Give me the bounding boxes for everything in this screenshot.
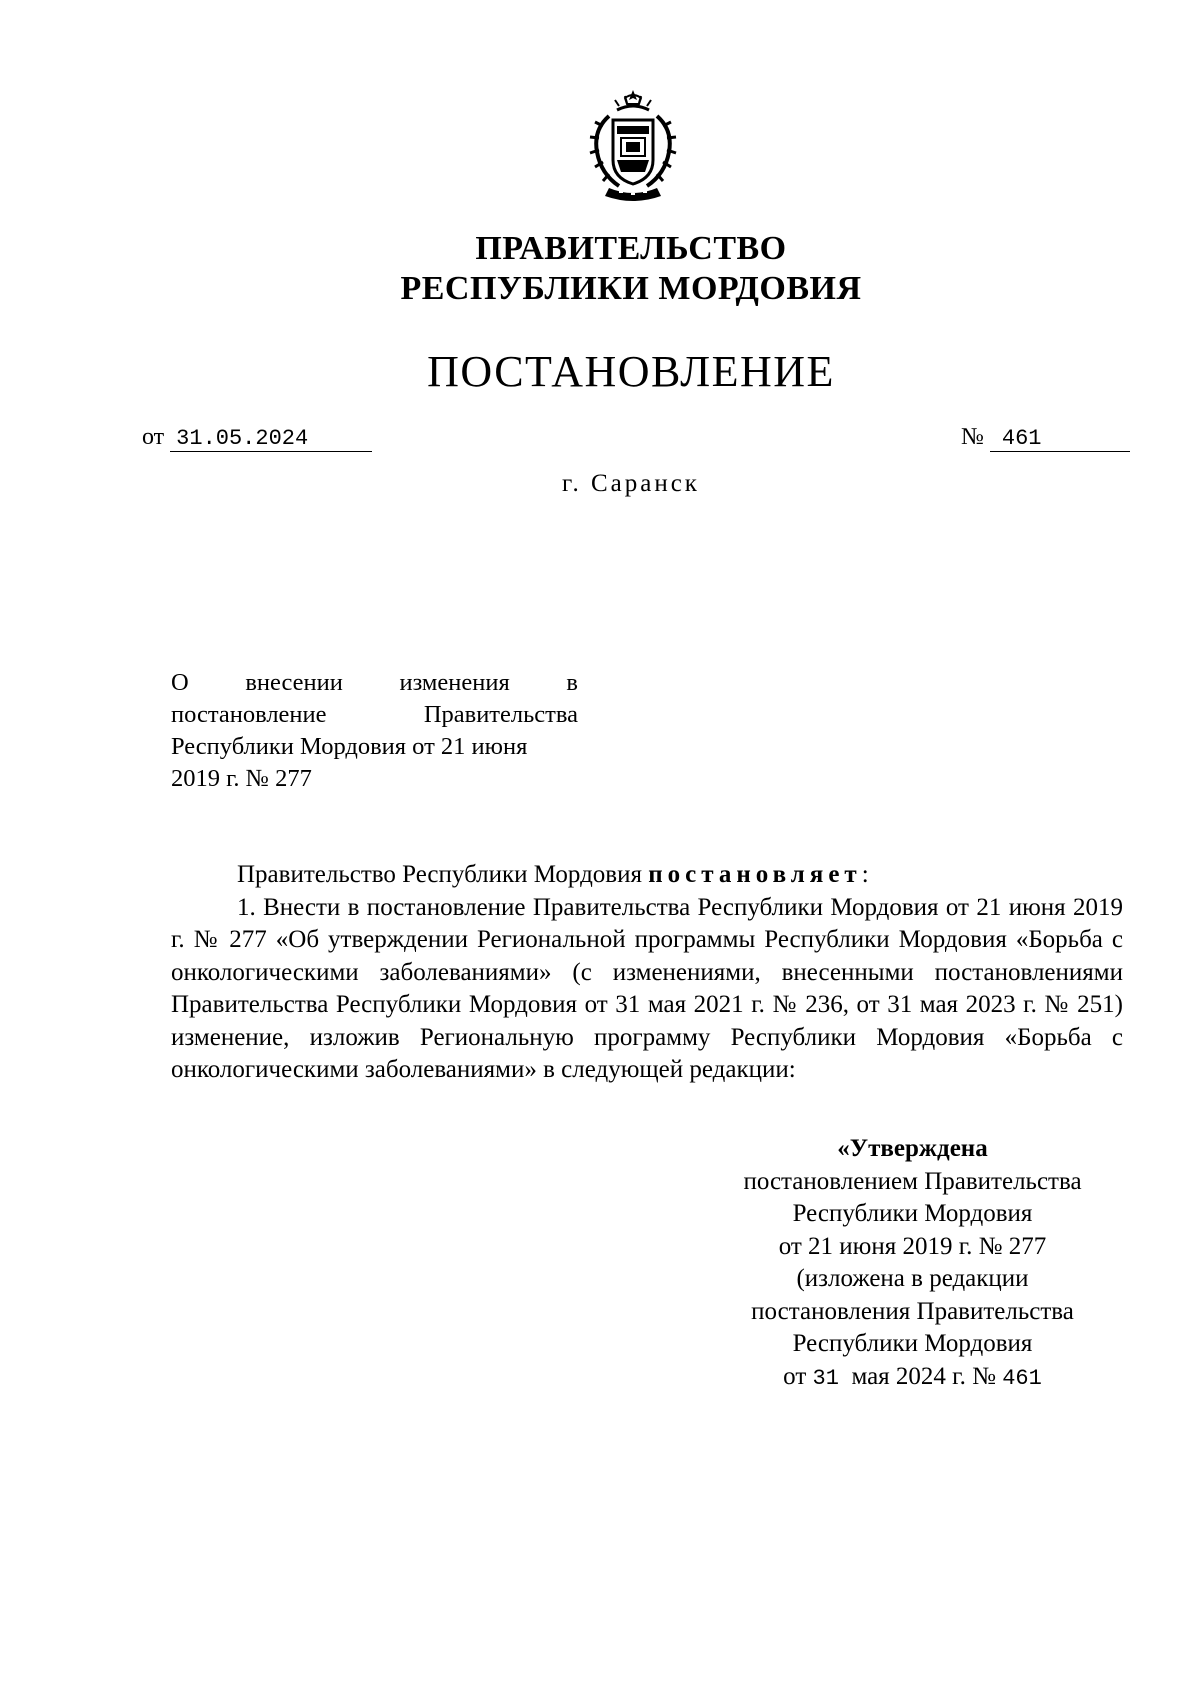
approval-date-day: 31 [812,1365,839,1391]
number-value: 461 [990,427,1130,452]
resolution-item-1: 1. Внести в постановление Правительства Республики Мордовия от 21 июня 2019 г. № 277 «Об утверждении Региональной программы Республики Мордовия «Борьба с онкологическими заболеваниями» (с изменениями, внесенными постановлениями Правительства Республики Мордовия от 31 мая 2021 г. № 236, от 31 мая 2023 г. № 251) изменение, изложив Региональную программу Республики Мордовия «Борьба с онкологическими заболеваниями» в следующей редакции: [171,893,1123,1083]
approval-date-mid: мая 2024 г. № [851,1362,996,1390]
approval-stamp-block [720,1133,1105,1395]
approval-line: (изложена в редакции [796,1265,1029,1292]
subject-word: внесении [245,669,343,696]
document-date [142,424,372,452]
approval-date-prefix: от [783,1362,807,1390]
date-prefix: от [142,424,165,450]
organization-name-line2: РЕСПУБЛИКИ МОРДОВИЯ [400,270,862,307]
approval-number: 461 [1002,1365,1042,1391]
approval-line: от 21 июня 2019 г. № 277 [778,1232,1047,1260]
subject-line4: 2019 г. № 277 [171,765,312,792]
city-name: г. Саранск [562,470,700,497]
document-body [171,859,1123,1087]
subject-line2 [171,699,578,731]
document-type-title: ПОСТАНОВЛЕНИЕ [427,347,835,396]
approval-date-line [720,1361,1105,1396]
approval-line: Республики Мордовия [792,1330,1033,1357]
subject-word: О [171,669,189,696]
intro-suffix: : [861,861,869,888]
organization-name-line1: ПРАВИТЕЛЬСТВО [475,230,787,267]
subject-line3: Республики Мордовия от 21 июня [171,733,528,760]
subject-line1 [171,667,578,699]
resolution-intro [171,859,1123,892]
subject-word: в [566,669,578,696]
intro-prefix: Правительство Республики Мордовия [237,861,642,888]
approval-heading: «Утверждена [837,1135,988,1162]
number-prefix: № [961,424,984,450]
intro-resolves-word: постановляет [648,861,862,888]
document-subject [171,667,578,795]
approval-line: Республики Мордовия [792,1200,1033,1227]
date-value: 31.05.2024 [170,427,372,452]
subject-word: изменения [399,669,510,696]
approval-line: постановления Правительства [751,1297,1074,1325]
subject-word: Правительства [423,701,578,728]
coat-of-arms-emblem [579,86,687,206]
document-number [961,424,1130,452]
approval-line: постановлением Правительства [743,1167,1082,1195]
subject-word: постановление [171,701,327,728]
